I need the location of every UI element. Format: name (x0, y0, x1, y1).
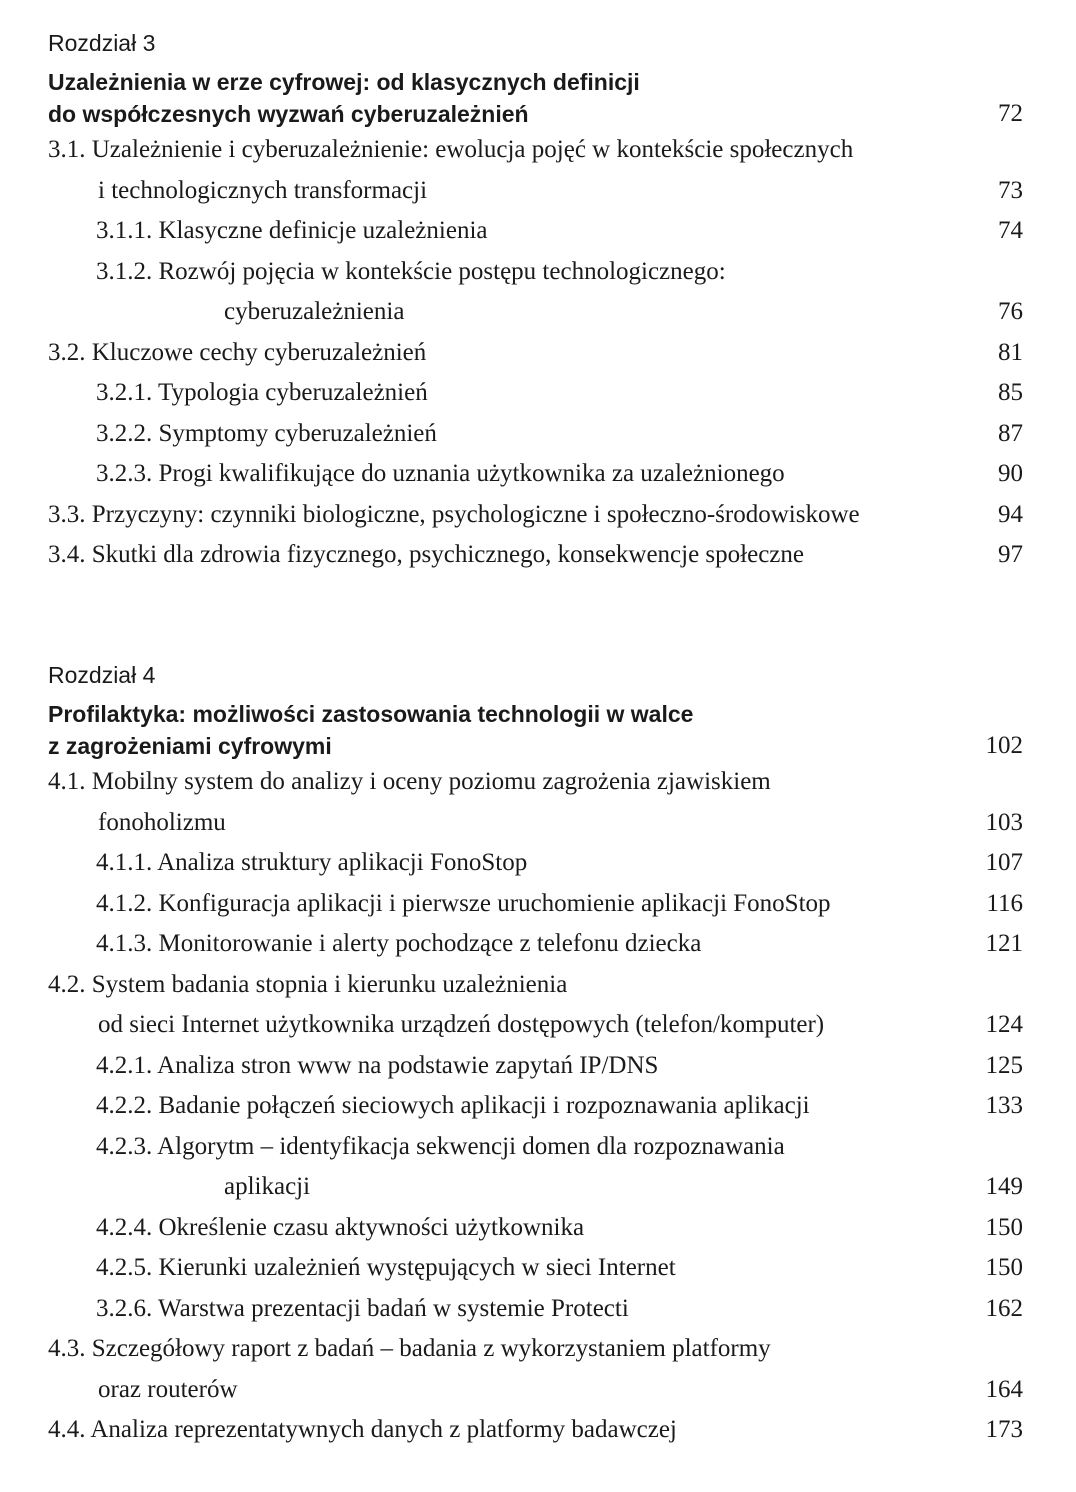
toc-entry-text: 4.1.1. Analiza struktury aplikacji FonoStop (96, 849, 528, 876)
toc-entry-page-number: 81 (998, 338, 1023, 366)
chapter-title-line: Uzależnienia w erze cyfrowej: od klasycznych definicji (48, 69, 640, 95)
toc-entry-page-number: 74 (998, 217, 1023, 244)
toc-entry-text: 4.2.1. Analiza stron www na podstawie zapytań IP/DNS (96, 1051, 659, 1079)
toc-entry-page-number: 164 (985, 1375, 1023, 1403)
toc-entry-text: 3.2.6. Warstwa prezentacji badań w systemie Protecti (96, 1294, 629, 1322)
toc-entry-page-number: 85 (998, 379, 1023, 406)
toc-entry-text: 4.1.2. Konfiguracja aplikacji i pierwsze uruchomienie aplikacji FonoStop (96, 889, 831, 917)
toc-entry[interactable] (48, 1289, 1023, 1330)
toc-entry[interactable] (48, 130, 1023, 211)
toc-entry-page-number: 103 (985, 808, 1023, 836)
toc-entry[interactable] (48, 211, 1023, 252)
toc-entry-page-number: 121 (985, 930, 1023, 957)
chapter-title-line: Profilaktyka: możliwości zastosowania technologii w walce (48, 701, 694, 727)
toc-entry-text: fonoholizmu (98, 808, 226, 836)
chapter-title-line: do współczesnych wyzwań cyberuzależnień (48, 101, 529, 127)
toc-entry[interactable] (48, 1086, 1023, 1127)
toc-entry-text: 3.2.2. Symptomy cyberuzależnień (96, 419, 437, 447)
toc-entry[interactable] (48, 884, 1023, 925)
toc-entry-page-number: 150 (985, 1213, 1023, 1241)
toc-entry-text: 3.2. Kluczowe cechy cyberuzależnień (48, 338, 427, 366)
toc-entry[interactable] (48, 1046, 1023, 1087)
toc-entry-page-number: 90 (998, 460, 1023, 487)
chapter-3-section (48, 28, 1023, 576)
toc-entry[interactable] (48, 535, 1023, 576)
toc-entry-text: 4.2.3. Algorytm – identyfikacja sekwencji domen dla rozpoznawania (96, 1132, 785, 1160)
toc-entry[interactable] (48, 1127, 1023, 1208)
toc-entry-text: 4.4. Analiza reprezentatywnych danych z platformy badawczej (48, 1416, 677, 1443)
toc-entry-page-number: 73 (998, 176, 1023, 204)
toc-entry-page-number: 149 (985, 1173, 1023, 1200)
toc-entry[interactable] (48, 1248, 1023, 1289)
toc-entry-text: aplikacji (224, 1173, 311, 1200)
toc-entry-text: oraz routerów (98, 1375, 238, 1403)
toc-entry-text: 3.4. Skutki dla zdrowia fizycznego, psychicznego, konsekwencje społeczne (48, 541, 804, 568)
toc-entry-page-number: 125 (985, 1051, 1023, 1079)
toc-entry-text: 3.2.1. Typologia cyberuzależnień (96, 379, 428, 406)
toc-entries (48, 130, 1023, 576)
toc-entry-text: 3.1.2. Rozwój pojęcia w kontekście postępu technologicznego: (96, 257, 726, 285)
toc-entry[interactable] (48, 495, 1023, 536)
toc-entry-text: 4.2.5. Kierunki uzależnień występujących w sieci Internet (96, 1254, 676, 1281)
toc-entry[interactable] (48, 252, 1023, 333)
toc-entry-text: 3.1.1. Klasyczne definicje uzależnienia (96, 217, 488, 244)
toc-entry-text: 4.2.2. Badanie połączeń sieciowych aplikacji i rozpoznawania aplikacji (96, 1092, 810, 1119)
toc-entry[interactable] (48, 1208, 1023, 1249)
toc-entry-text: 4.2.4. Określenie czasu aktywności użytkownika (96, 1213, 585, 1241)
toc-entry[interactable] (48, 965, 1023, 1046)
chapter-4-section (48, 660, 1023, 1451)
toc-entry-page-number: 76 (998, 298, 1023, 325)
chapter-page-number: 102 (985, 732, 1023, 759)
toc-entry-page-number: 97 (998, 541, 1023, 568)
toc-entry-text: od sieci Internet użytkownika urządzeń dostępowych (telefon/komputer) (98, 1011, 825, 1038)
toc-entry-text: 4.1.3. Monitorowanie i alerty pochodzące z telefonu dziecka (96, 930, 702, 957)
toc-entry[interactable] (48, 1329, 1023, 1410)
toc-entry-text: 3.1. Uzależnienie i cyberuzależnienie: ewolucja pojęć w kontekście społecznych (48, 136, 854, 163)
toc-entry-page-number: 116 (986, 889, 1023, 917)
toc-entry[interactable] (48, 1410, 1023, 1451)
toc-entry-text: 3.3. Przyczyny: czynniki biologiczne, psychologiczne i społeczno-środowiskowe (48, 500, 860, 528)
toc-entry[interactable] (48, 924, 1023, 965)
toc-entry-page-number: 94 (998, 500, 1023, 528)
chapter-page-number: 72 (998, 100, 1023, 127)
toc-entry-page-number: 107 (985, 849, 1023, 876)
toc-entry-page-number: 173 (985, 1416, 1023, 1443)
toc-entry-page-number: 133 (985, 1092, 1023, 1119)
toc-entry-text: 4.3. Szczegółowy raport z badań – badania z wykorzystaniem platformy (48, 1335, 771, 1362)
toc-entry-page-number: 124 (985, 1011, 1023, 1038)
chapter-title (48, 698, 1023, 762)
chapter-title-line: z zagrożeniami cyfrowymi (48, 733, 332, 759)
toc-entry-text: 3.2.3. Progi kwalifikujące do uznania użytkownika za uzależnionego (96, 460, 785, 487)
toc-entry[interactable] (48, 762, 1023, 843)
toc-entry-page-number: 87 (998, 419, 1023, 447)
toc-entry-page-number: 150 (985, 1254, 1023, 1281)
toc-entry[interactable] (48, 373, 1023, 414)
toc-entry-page-number: 162 (985, 1294, 1023, 1322)
toc-entry[interactable] (48, 843, 1023, 884)
toc-entry[interactable] (48, 414, 1023, 455)
toc-entry-text: cyberuzależnienia (224, 298, 405, 325)
toc-entry-text: 4.2. System badania stopnia i kierunku uzależnienia (48, 970, 568, 998)
chapter-label: Rozdział 4 (48, 662, 156, 688)
toc-entry[interactable] (48, 454, 1023, 495)
chapter-title (48, 66, 1023, 130)
toc-entry[interactable] (48, 333, 1023, 374)
chapter-label: Rozdział 3 (48, 30, 156, 56)
toc-entry-text: 4.1. Mobilny system do analizy i oceny poziomu zagrożenia zjawiskiem (48, 768, 771, 795)
toc-entries (48, 762, 1023, 1451)
toc-entry-text: i technologicznych transformacji (98, 176, 428, 204)
